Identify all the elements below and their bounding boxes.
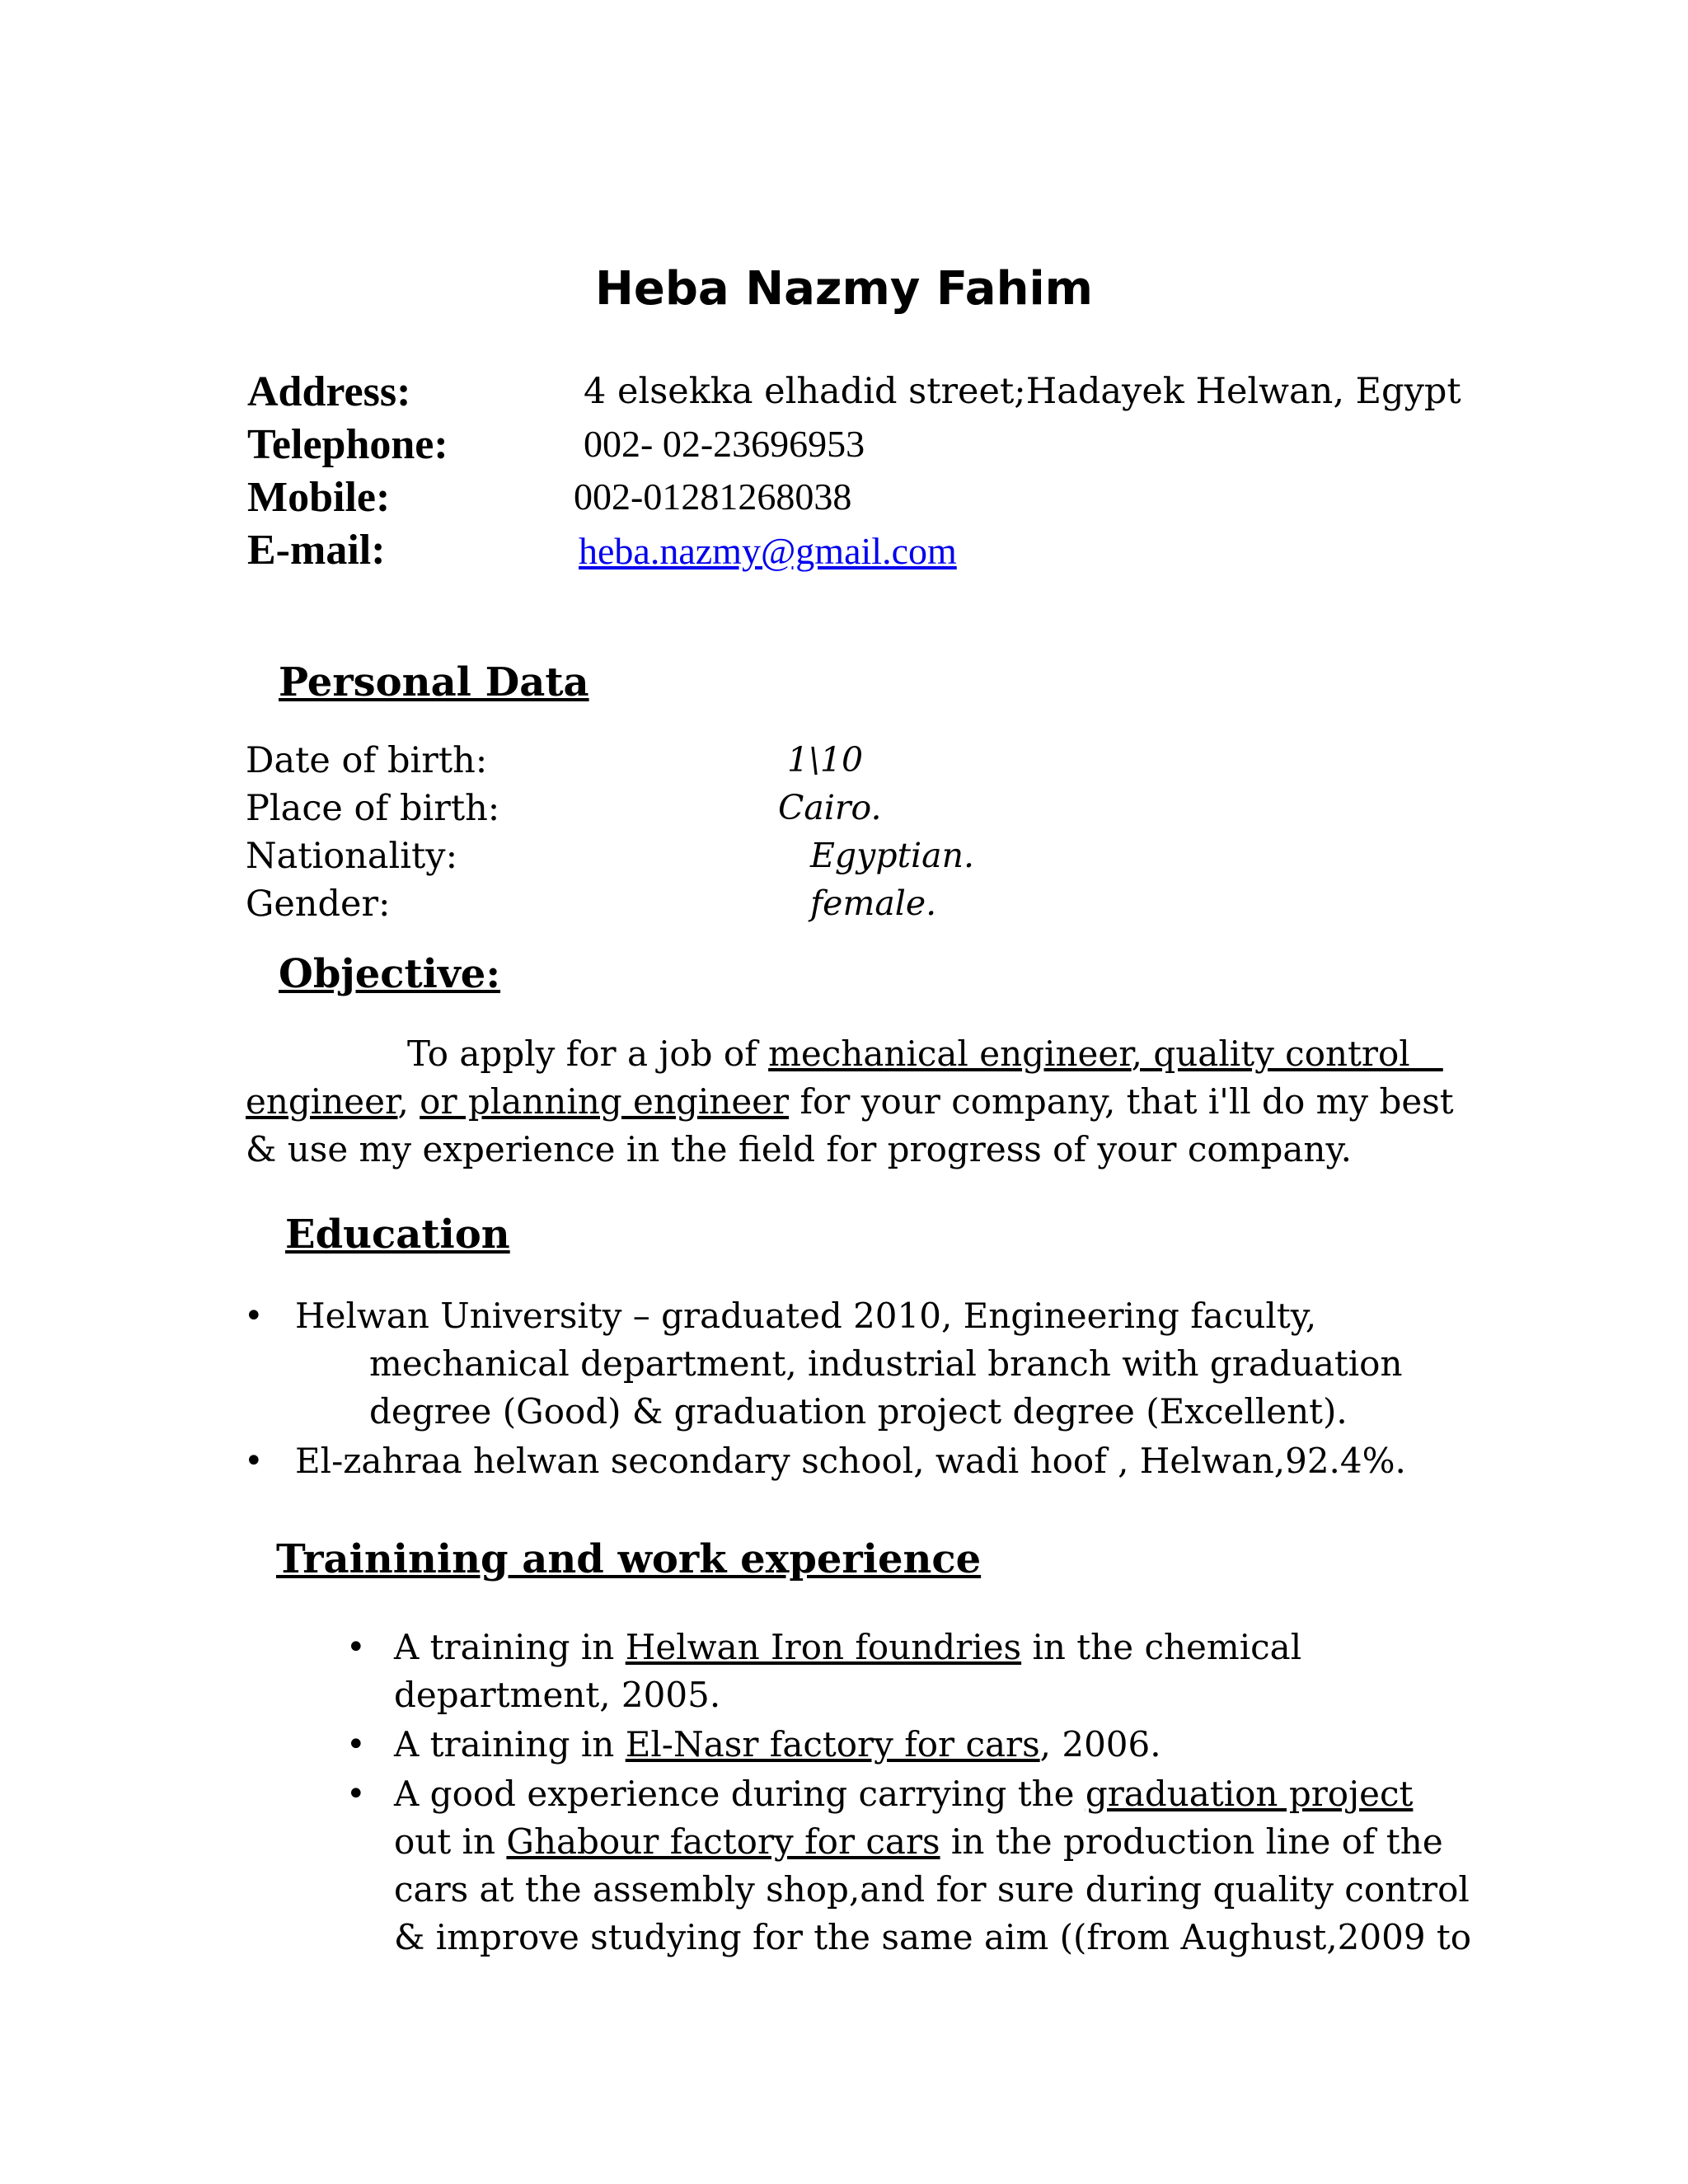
- nationality-value: Egyptian.: [810, 836, 975, 875]
- nationality-label: Nationality:: [246, 836, 458, 877]
- education-item-1-line-2: mechanical department, industrial branch with graduation: [369, 1343, 1403, 1384]
- objective-text: for your company, that i'll do my best: [789, 1081, 1454, 1122]
- objective-role-mechanical: mechanical engineer: [768, 1033, 1132, 1074]
- address-label: Address:: [247, 368, 411, 415]
- training-text: A training in: [394, 1724, 626, 1765]
- bullet-icon: •: [346, 1775, 366, 1813]
- objective-role-engineer: engineer: [246, 1081, 398, 1122]
- objective-text: To apply for a job of: [407, 1033, 769, 1074]
- training-item-3-line-1: [394, 1774, 1413, 1814]
- training-text: in the chemical: [1021, 1627, 1302, 1667]
- education-item-1-line-3: degree (Good) & graduation project degree (Excellent).: [369, 1391, 1348, 1432]
- bullet-icon: •: [244, 1297, 264, 1335]
- gender-label: Gender:: [246, 883, 391, 925]
- education-item-2-line-1: El-zahraa helwan secondary school, wadi hoof , Helwan,92.4%.: [295, 1441, 1406, 1481]
- training-text: out in: [394, 1821, 507, 1862]
- personal-data-heading: Personal Data: [279, 659, 589, 705]
- telephone-label: Telephone:: [247, 421, 448, 468]
- resume-name: Heba Nazmy Fahim: [595, 262, 1093, 316]
- objective-line-2: [246, 1081, 1454, 1122]
- training-text: in the production line of the: [940, 1821, 1443, 1862]
- training-item-2-line-1: [394, 1724, 1161, 1765]
- pob-label: Place of birth:: [246, 788, 500, 829]
- mobile-label: Mobile:: [247, 474, 391, 521]
- email-link[interactable]: heba.nazmy@gmail.com: [579, 530, 957, 572]
- training-place-el-nasr: El-Nasr factory for cars: [625, 1724, 1040, 1765]
- gender-value: female.: [810, 883, 937, 923]
- education-item-1-line-1: Helwan University – graduated 2010, Engineering faculty,: [295, 1296, 1317, 1336]
- training-text: A good experience during carrying the: [394, 1774, 1085, 1814]
- training-heading: Trainining and work experience: [276, 1536, 982, 1582]
- bullet-icon: •: [346, 1629, 366, 1666]
- objective-heading: Objective:: [279, 951, 501, 997]
- training-item-1-line-1: [394, 1627, 1301, 1667]
- training-place-ghabour: Ghabour factory for cars: [506, 1821, 940, 1862]
- training-item-3-line-4: & improve studying for the same aim ((from Aughust,2009 to: [394, 1917, 1472, 1957]
- dob-value: 1\10: [787, 740, 864, 780]
- telephone-value: 002- 02-23696953: [584, 423, 865, 465]
- objective-line-3: & use my experience in the field for progress of your company.: [246, 1129, 1352, 1169]
- objective-role-quality: , quality control: [1131, 1033, 1443, 1074]
- pob-value: Cairo.: [778, 788, 882, 827]
- mobile-value: 002-01281268038: [574, 476, 852, 518]
- bullet-icon: •: [346, 1726, 366, 1764]
- training-item-1-line-2: department, 2005.: [394, 1675, 721, 1715]
- training-graduation-project: graduation project: [1085, 1774, 1414, 1814]
- objective-separator: ,: [397, 1081, 420, 1122]
- training-text: , 2006.: [1039, 1724, 1161, 1765]
- bullet-icon: •: [244, 1442, 264, 1480]
- training-text: A training in: [394, 1627, 626, 1667]
- objective-role-planning: or planning engineer: [420, 1081, 790, 1122]
- dob-label: Date of birth:: [246, 740, 488, 781]
- education-heading: Education: [285, 1212, 510, 1258]
- email-label: E-mail:: [247, 527, 386, 574]
- objective-line-1: [407, 1033, 1443, 1074]
- training-place-helwan-iron: Helwan Iron foundries: [625, 1627, 1022, 1667]
- training-item-3-line-3: cars at the assembly shop,and for sure during quality control: [394, 1869, 1470, 1910]
- training-item-3-line-2: [394, 1821, 1443, 1862]
- address-value: 4 elsekka elhadid street;Hadayek Helwan, Egypt: [584, 371, 1461, 412]
